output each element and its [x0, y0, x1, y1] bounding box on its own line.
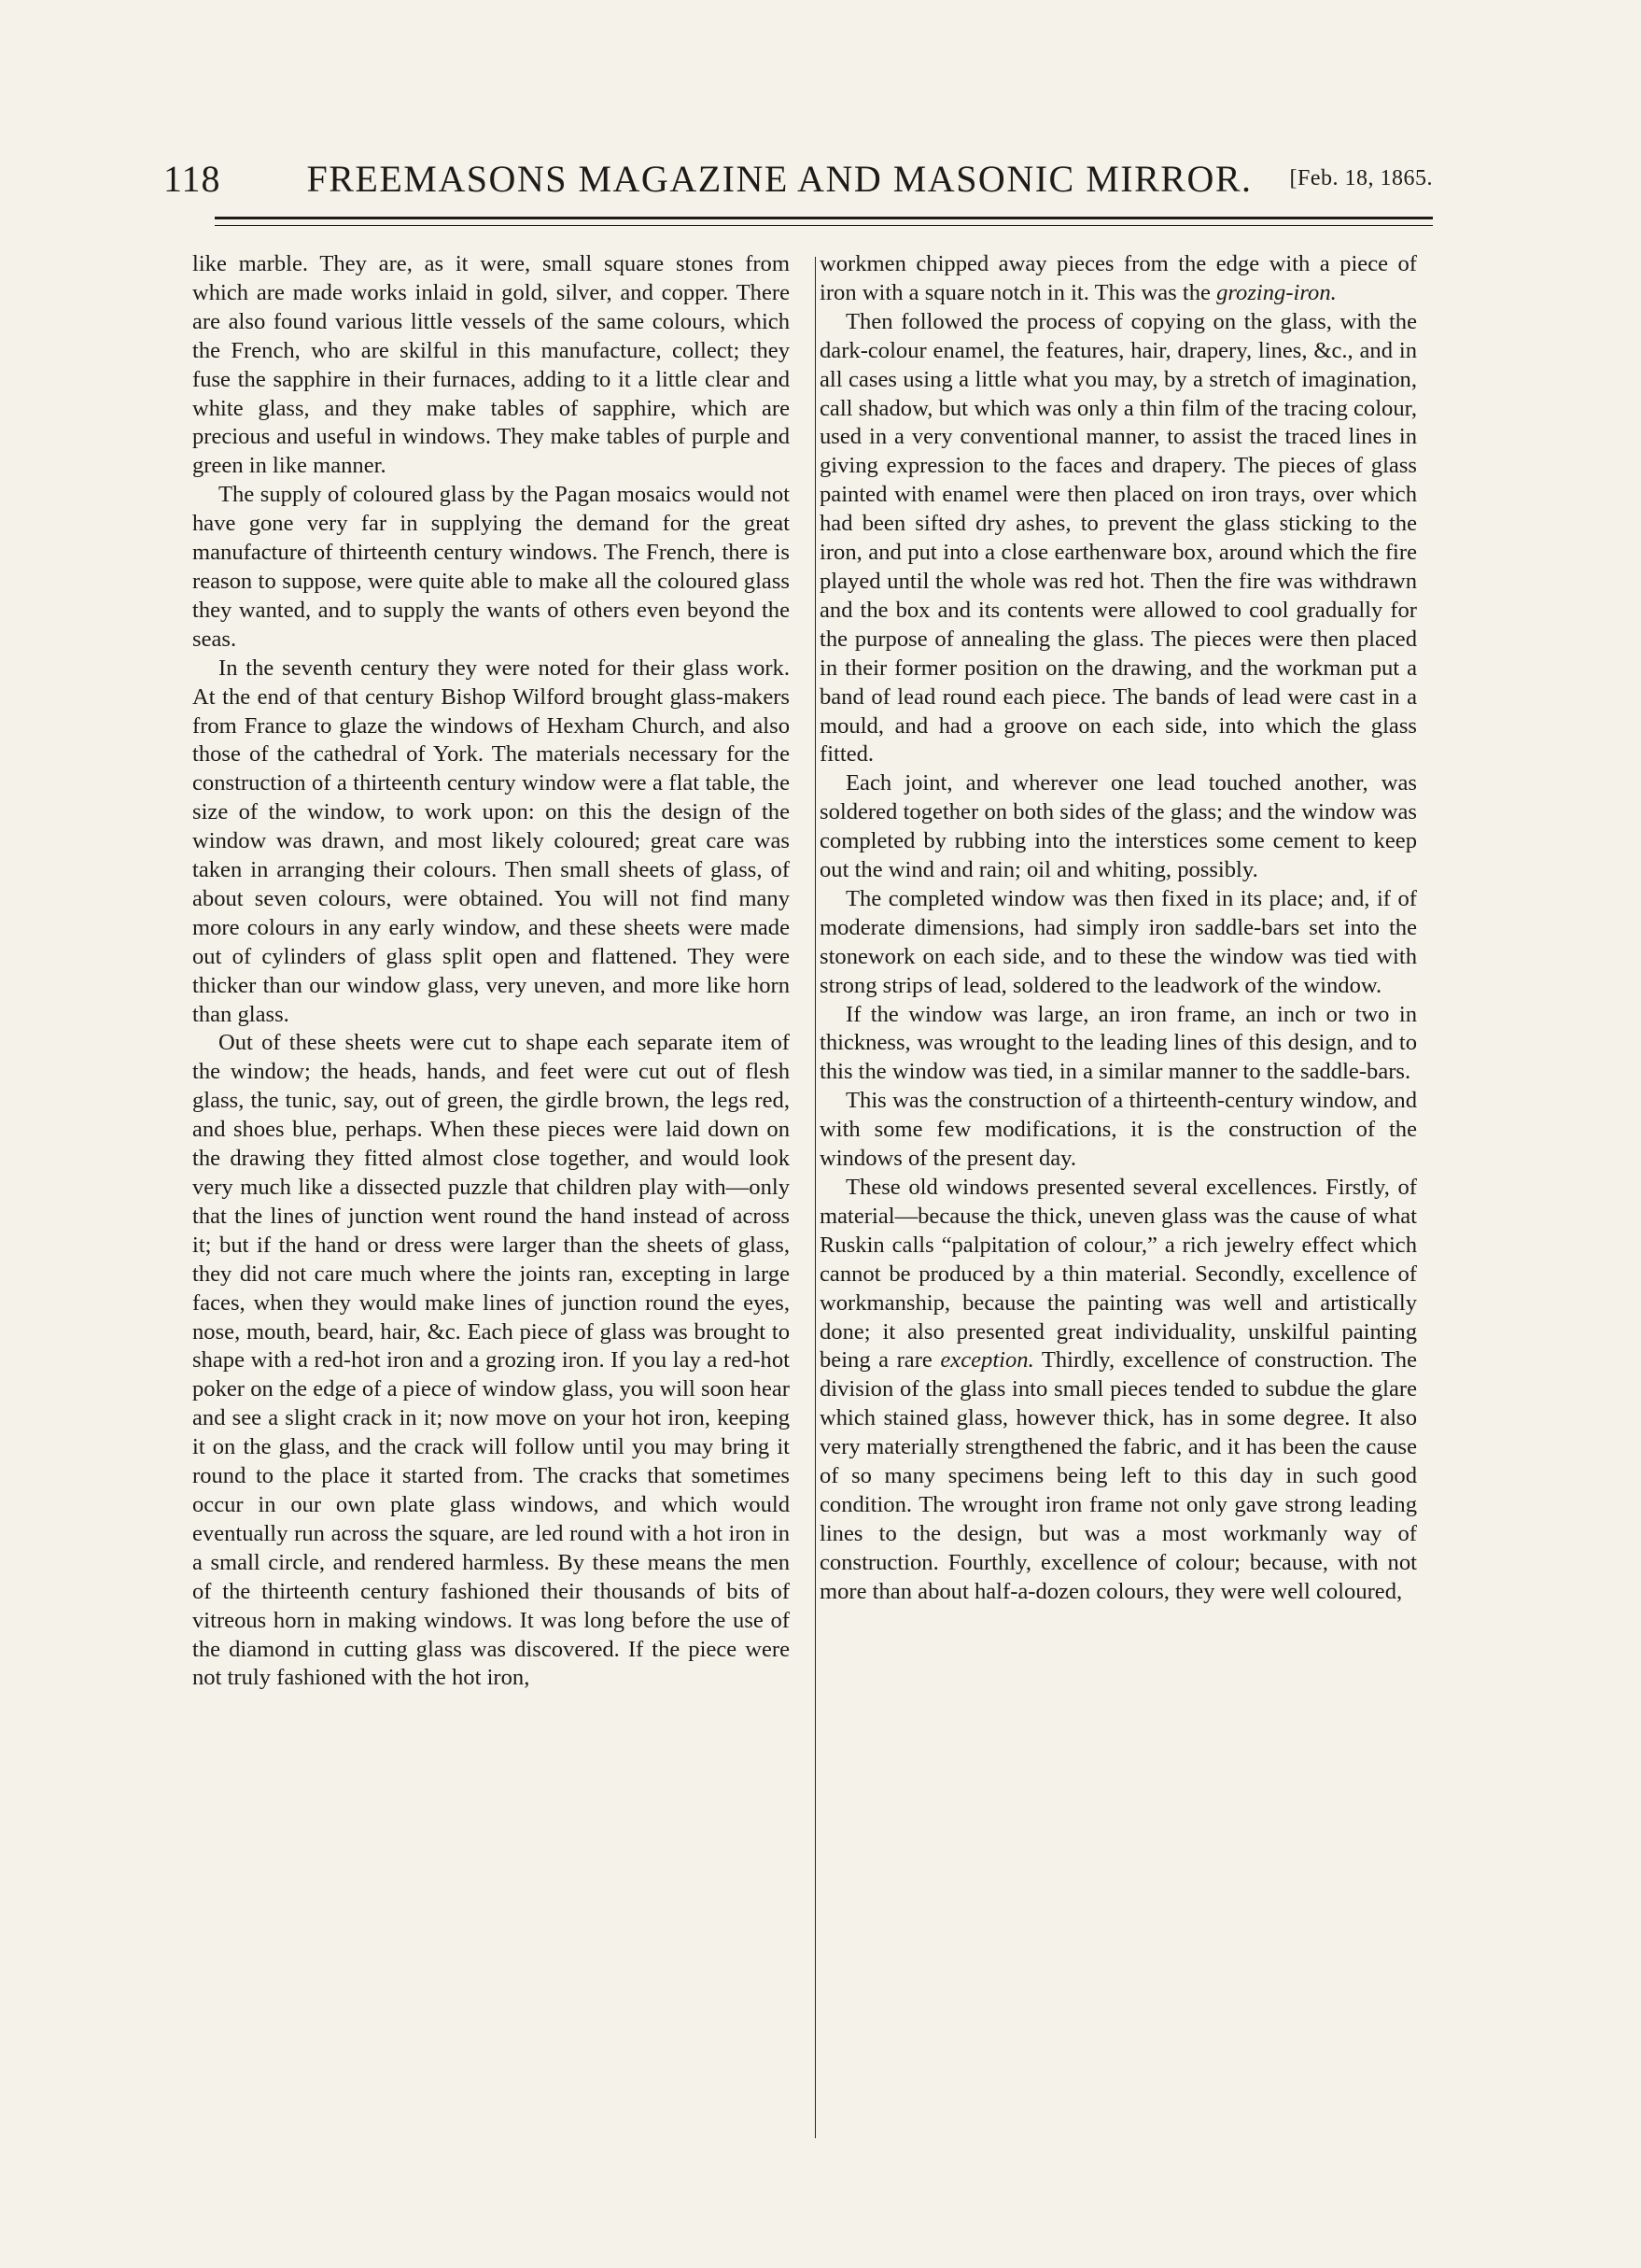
header-rule-thick	[215, 217, 1433, 219]
paragraph-text: workmen chipped away pieces from the edge with a piece of iron with a square notch in it. This was the	[820, 251, 1417, 305]
paragraph: If the window was large, an iron frame, an inch or two in thickness, was wrought to the leading lines of this design, and to this the window was tied, in a similar manner to the saddle-bars.	[820, 1001, 1417, 1085]
page-header	[163, 157, 1433, 205]
right-column	[820, 250, 1417, 2146]
paragraph: Out of these sheets were cut to shape each separate item of the window; the heads, hands, and feet were cut out of flesh glass, the tunic, say, out of green, the girdle brown, the legs red, and shoes blue, perhaps. When these pieces were laid down on the drawing they fitted almost close together, and would look very much like a dissected puzzle that children play with—only that the lines of junction went round the hand instead of across it; but if the hand or dress were larger than the sheets of glass, they did not care much where the joints ran, excepting in large faces, when they would make lines of junction round the eyes, nose, mouth, beard, hair, &c. Each piece of glass was brought to shape with a red-hot iron and a grozing iron. If you lay a red-hot poker on the edge of a piece of window glass, you will soon hear and see a slight crack in it; now move on your hot iron, keeping it on the glass, and the crack will follow until you may bring it round to the place it started from. The cracks that sometimes occur in our own plate glass windows, and which would eventually run across the square, are led round with a hot iron in a small circle, and rendered harmless. By these means the men of the thirteenth century fashioned their thousands of bits of vitreous horn in making windows. It was long before the use of the diamond in cutting glass was discovered. If the piece were not truly fashioned with the hot iron,	[192, 1030, 790, 1691]
header-rule-thin	[215, 225, 1433, 226]
italic-term: grozing-iron.	[1216, 279, 1337, 305]
magazine-title: FREEMASONS MAGAZINE AND MASONIC MIRROR.	[306, 158, 1253, 200]
paragraph: Each joint, and wherever one lead touched another, was soldered together on both sides of the glass; and the window was completed by rubbing into the interstices some cement to keep out the wind and rain; oil and whiting, possibly.	[820, 770, 1417, 883]
paragraph: like marble. They are, as it were, small square stones from which are made works inlaid in gold, silver, and copper. There are also found various little vessels of the same colours, which the French, who are skilful in this manufacture, collect; they fuse the sapphire in their furnaces, adding to it a little clear and white glass, and they make tables of sapphire, which are precious and useful in windows. They make tables of purple and green in like manner.	[192, 251, 790, 479]
paragraph-text: These old windows presented several excellences. Firstly, of material—because the thick, uneven glass was the cause of what Ruskin calls “palpitation of colour,” a rich jewelry effect which cannot be produced by a thin material. Secondly, excellence of workmanship, because the painting was well and artistically done; it also presented great individuality, unskilful painting being a rare	[820, 1175, 1417, 1373]
left-column	[192, 250, 790, 2146]
page-number: 118	[163, 158, 221, 200]
paragraph: The completed window was then fixed in its place; and, if of moderate dimensions, had simply iron saddle-bars set into the stonework on each side, and to these the window was tied with strong strips of lead, soldered to the leadwork of the window.	[820, 885, 1417, 998]
paragraph: The supply of coloured glass by the Pagan mosaics would not have gone very far in supplying the demand for the great manufacture of thirteenth century windows. The French, there is reason to suppose, were quite able to make all the coloured glass they wanted, and to supply the wants of others even beyond the seas.	[192, 482, 790, 652]
paragraph	[820, 1174, 1417, 1607]
column-divider	[815, 257, 816, 2138]
paragraph	[820, 250, 1417, 308]
paragraph: This was the construction of a thirteenth-century window, and with some few modifications, it is the construction of the windows of the present day.	[820, 1088, 1417, 1172]
paragraph: Then followed the process of copying on the glass, with the dark-colour enamel, the features, hair, drapery, lines, &c., and in all cases using a little what you may, by a stretch of imagination, call shadow, but which was only a thin film of the tracing colour, used in a very conventional manner, to assist the traced lines in giving expression to the faces and drapery. The pieces of glass painted with enamel were then placed on iron trays, over which had been sifted dry ashes, to prevent the glass sticking to the iron, and put into a close earthenware box, around which the fire played until the whole was red hot. Then the fire was withdrawn and the box and its contents were allowed to cool gradually for the purpose of annealing the glass. The pieces were then placed in their former position on the drawing, and the workman put a band of lead round each piece. The bands of lead were cast in a mould, and had a groove on each side, into which the glass fitted.	[820, 308, 1417, 768]
italic-term: exception.	[940, 1347, 1034, 1373]
paragraph-text: Thirdly, excellence of construction. The division of the glass into small pieces tended to subdue the glare which stained glass, however thick, has in some degree. It also very materially strengthened the fabric, and it has been the cause of so many specimens being left to this day in such good condition. The wrought iron frame not only gave strong leading lines to the design, but was a most workmanly way of construction. Fourthly, excellence of colour; because, with not more than about half-a-dozen colours, they were well coloured,	[820, 1347, 1417, 1604]
paragraph: In the seventh century they were noted for their glass work. At the end of that century Bishop Wilford brought glass-makers from France to glaze the windows of Hexham Church, and also those of the cathedral of York. The materials necessary for the construction of a thirteenth century window were a flat table, the size of the window, to work upon: on this the design of the window was drawn, and most likely coloured; great care was taken in arranging their colours. Then small sheets of glass, of about seven colours, were obtained. You will not find many more colours in any early window, and these sheets were made out of cylinders of glass split open and flattened. They were thicker than our window glass, very uneven, and more like horn than glass.	[192, 655, 790, 1027]
issue-date: [Feb. 18, 1865.	[1289, 166, 1433, 190]
